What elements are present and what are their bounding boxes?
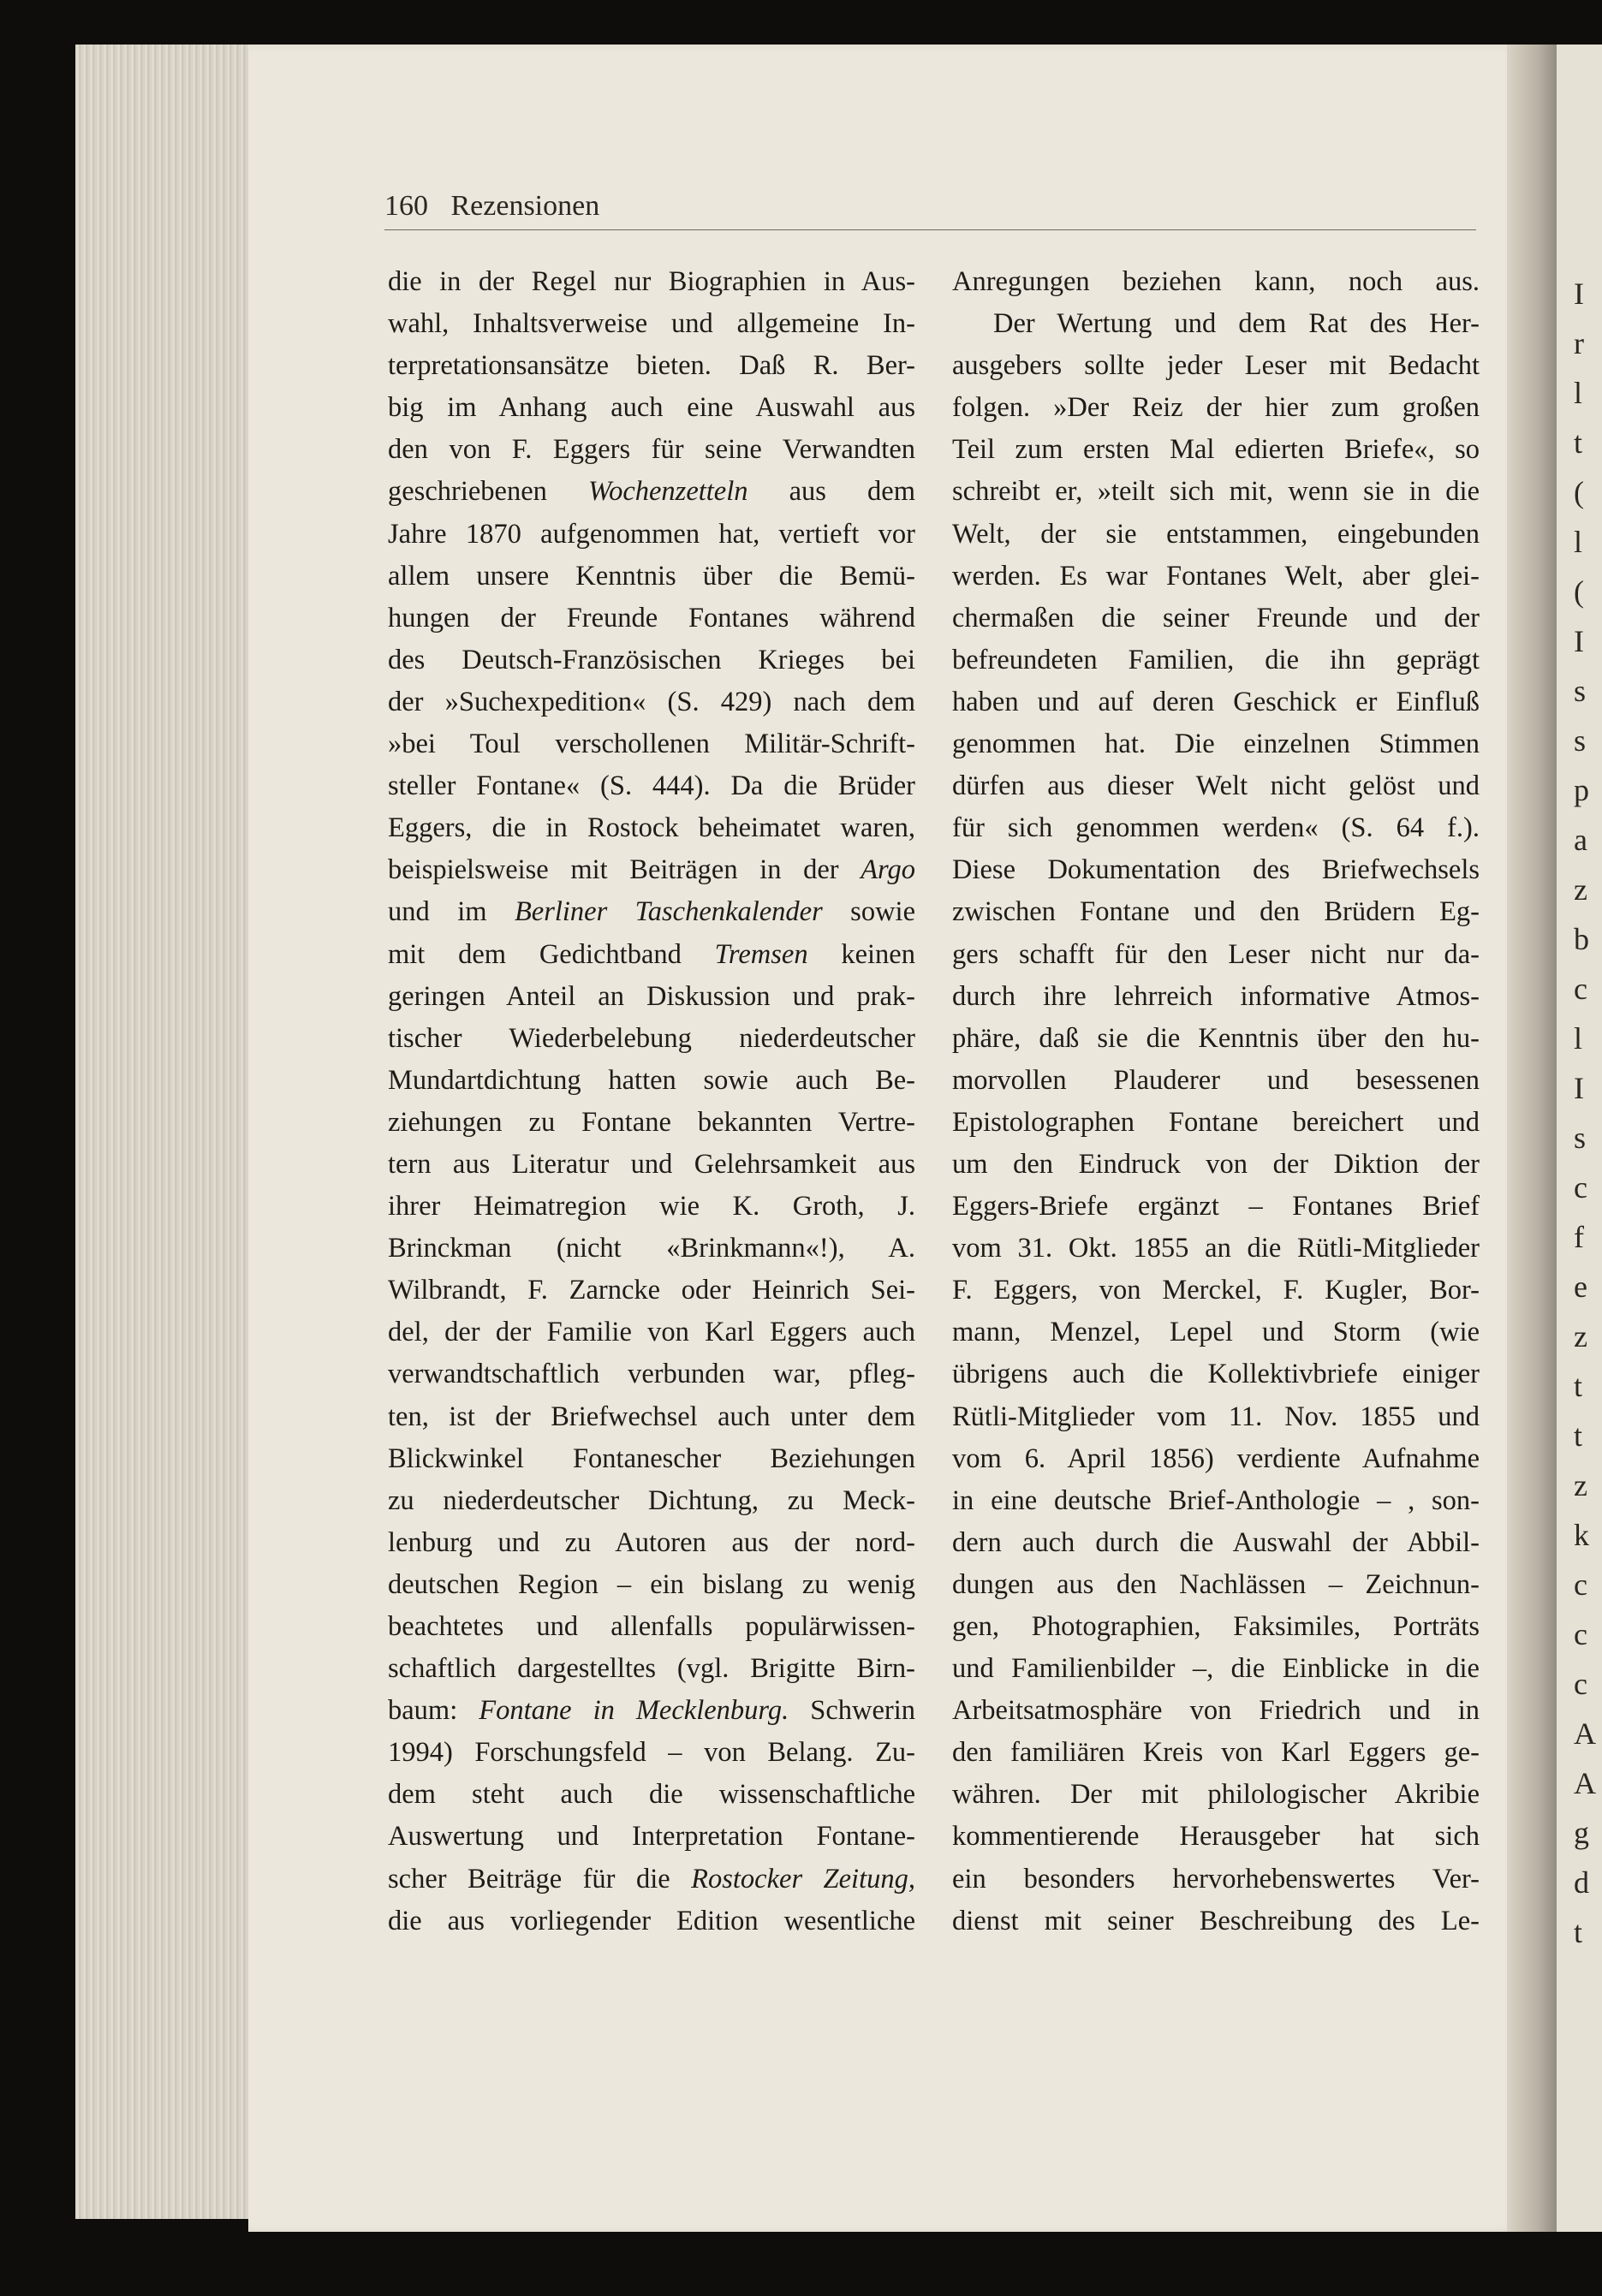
text-run: dienst mit seiner Beschreibung des Le- — [952, 1905, 1480, 1936]
text-run: übrigens auch die Kollektivbriefe einiger — [952, 1359, 1480, 1390]
text-run: kommentierende Herausgeber hat sich — [952, 1821, 1480, 1853]
text-run: sowie — [822, 896, 915, 928]
text-run: steller Fontane« (S. 444). Da die Brüder — [388, 770, 915, 802]
text-line — [388, 1900, 915, 1942]
text-run: gers schafft für den Leser nicht nur da- — [952, 938, 1480, 970]
text-run: keinen — [807, 938, 915, 970]
facing-page-letter: l — [1574, 376, 1583, 410]
text-run: dungen aus den Nachlässen – Zeichnun- — [952, 1568, 1480, 1600]
text-run: ziehungen zu Fontane bekannten Vertre- — [388, 1106, 915, 1138]
text-line — [388, 976, 915, 1018]
text-run: in eine deutsche Brief-Anthologie – , son- — [952, 1484, 1480, 1516]
facing-page-letter: s — [1574, 1121, 1587, 1155]
text-run: beispielsweise mit Beiträgen in der — [388, 854, 861, 886]
text-run: tischer Wiederbelebung niederdeutscher — [388, 1022, 915, 1054]
text-run: Anregungen beziehen kann, noch aus. — [952, 266, 1480, 297]
facing-page-letter: c — [1574, 1617, 1587, 1651]
text-run: Der Wertung und dem Rat des Her- — [993, 308, 1480, 340]
running-head — [384, 190, 1476, 230]
text-line — [952, 849, 1480, 891]
italic-title: Tremsen — [714, 938, 808, 970]
text-line — [388, 1186, 915, 1228]
text-run: der »Suchexpedition« (S. 429) nach dem — [388, 686, 915, 717]
text-run: Welt, der sie entstammen, eingebunden — [952, 518, 1480, 550]
text-line — [952, 1144, 1480, 1186]
facing-page-letter: c — [1574, 1170, 1587, 1205]
text-line — [388, 556, 915, 598]
text-line — [388, 303, 915, 345]
text-run: dem steht auch die wissenschaftliche — [388, 1779, 915, 1811]
text-line — [388, 1690, 915, 1732]
text-run: haben und auf deren Geschick er Einfluß — [952, 686, 1480, 717]
text-line — [952, 303, 1480, 345]
text-line — [388, 1144, 915, 1186]
text-line — [952, 1353, 1480, 1395]
text-run: F. Eggers, von Merckel, F. Kugler, Bor- — [952, 1275, 1480, 1306]
text-line — [388, 1816, 915, 1858]
text-run: terpretationsansätze bieten. Daß R. Ber- — [388, 350, 915, 382]
text-line — [388, 1312, 915, 1353]
text-run: Schwerin — [789, 1695, 915, 1727]
text-line — [388, 849, 915, 891]
italic-title: Rostocker Zeitung, — [691, 1863, 915, 1894]
italic-title: Wochenzetteln — [587, 476, 748, 508]
facing-page-letter: s — [1574, 674, 1587, 708]
text-run: zu niederdeutscher Dichtung, zu Meck- — [388, 1484, 915, 1516]
facing-page-letter: a — [1574, 823, 1587, 857]
text-run: gen, Photographien, Faksimiles, Porträts — [952, 1611, 1480, 1642]
text-run: Jahre 1870 aufgenommen hat, vertieft vor — [388, 518, 915, 550]
facing-page-letter: I — [1574, 277, 1584, 311]
text-line — [952, 387, 1480, 429]
facing-page-letter: g — [1574, 1816, 1589, 1850]
text-line — [388, 345, 915, 387]
text-run: »bei Toul verschollenen Militär-Schrift- — [388, 729, 915, 760]
text-run: scher Beiträge für die — [388, 1863, 692, 1894]
page-number: 160 — [384, 190, 428, 222]
text-run: geschriebenen — [388, 476, 588, 508]
facing-page-letter: t — [1574, 425, 1583, 460]
text-line — [952, 1480, 1480, 1522]
text-line — [388, 807, 915, 849]
text-run: den familiären Kreis von Karl Eggers ge- — [952, 1737, 1480, 1769]
text-line — [388, 1564, 915, 1606]
facing-page-letter: I — [1574, 624, 1584, 658]
text-line — [388, 1774, 915, 1816]
text-line — [952, 1018, 1480, 1060]
text-run: 1994) Forschungsfeld – von Belang. Zu- — [388, 1737, 915, 1769]
text-line — [952, 1438, 1480, 1480]
text-line — [952, 1648, 1480, 1690]
text-column-right — [952, 261, 1480, 1942]
text-line — [388, 934, 915, 976]
text-run: tern aus Literatur und Gelehrsamkeit aus — [388, 1148, 915, 1180]
text-line — [952, 1690, 1480, 1732]
text-line — [388, 765, 915, 807]
text-column-left — [388, 261, 915, 1942]
text-line — [952, 1564, 1480, 1606]
text-run: durch ihre lehrreich informative Atmos- — [952, 980, 1480, 1012]
text-run: baum: — [388, 1695, 479, 1727]
text-line — [952, 681, 1480, 723]
text-line — [388, 1102, 915, 1144]
text-line — [388, 1270, 915, 1312]
facing-page-letter: ( — [1574, 475, 1584, 509]
text-line — [952, 1270, 1480, 1312]
text-line — [388, 1522, 915, 1564]
text-run: Arbeitsatmosphäre von Friedrich und in — [952, 1695, 1480, 1727]
italic-title: Fontane in Mecklenburg. — [479, 1695, 789, 1727]
text-line — [388, 1859, 915, 1900]
text-run: für sich genommen werden« (S. 64 f.). — [952, 812, 1480, 844]
text-run: schreibt er, »teilt sich mit, wenn sie in die — [952, 476, 1480, 508]
facing-page-letter: e — [1574, 1270, 1587, 1304]
facing-page-letter: c — [1574, 1567, 1587, 1602]
text-run: genommen hat. Die einzelnen Stimmen — [952, 729, 1480, 760]
text-run: folgen. »Der Reiz der hier zum großen — [952, 392, 1480, 424]
text-line — [388, 681, 915, 723]
facing-page-letter: z — [1574, 872, 1587, 907]
text-run: verwandtschaftlich verbunden war, pfleg- — [388, 1359, 915, 1390]
section-title: Rezensionen — [450, 190, 600, 222]
text-line — [388, 1353, 915, 1395]
text-run: Brinckman (nicht «Brinkmann«!), A. — [388, 1233, 915, 1264]
facing-page-letter: A — [1574, 1766, 1596, 1800]
text-line — [952, 1900, 1480, 1942]
text-line — [952, 639, 1480, 681]
text-run: und im — [388, 896, 515, 928]
text-line — [388, 429, 915, 471]
text-line — [388, 1480, 915, 1522]
italic-title: Berliner Taschenkalender — [514, 896, 823, 928]
text-run: mit dem Gedichtband — [388, 938, 715, 970]
text-run: Epistolographen Fontane bereichert und — [952, 1106, 1480, 1138]
text-line — [388, 1228, 915, 1270]
text-line — [952, 1816, 1480, 1858]
text-line — [388, 1018, 915, 1060]
text-line — [952, 807, 1480, 849]
text-run: des Deutsch-Französischen Krieges bei — [388, 644, 915, 675]
text-line — [952, 1102, 1480, 1144]
text-line — [952, 723, 1480, 765]
facing-page-letter: f — [1574, 1220, 1584, 1254]
text-run: geringen Anteil an Diskussion und prak- — [388, 980, 915, 1012]
text-line — [388, 261, 915, 303]
text-line — [952, 765, 1480, 807]
text-run: Eggers-Briefe ergänzt – Fontanes Brief — [952, 1191, 1480, 1222]
facing-page-letter: c — [1574, 1667, 1587, 1701]
facing-page-letter: s — [1574, 723, 1587, 758]
text-line — [388, 598, 915, 639]
text-run: Teil zum ersten Mal edierten Briefe«, so — [952, 434, 1480, 466]
text-run: ausgebers sollte jeder Leser mit Bedacht — [952, 350, 1480, 382]
text-run: Blickwinkel Fontanescher Beziehungen — [388, 1442, 915, 1474]
text-line — [952, 934, 1480, 976]
facing-page-letter: A — [1574, 1716, 1596, 1751]
facing-page-letter: l — [1574, 525, 1583, 559]
facing-page-letter: l — [1574, 1021, 1583, 1056]
facing-page-letter: t — [1574, 1915, 1583, 1949]
text-line — [388, 639, 915, 681]
text-run: morvollen Plauderer und besessenen — [952, 1064, 1480, 1096]
text-run: die in der Regel nur Biographien in Aus- — [388, 266, 915, 297]
text-line — [952, 1312, 1480, 1353]
text-run: phäre, daß sie die Kenntnis über den hu- — [952, 1022, 1480, 1054]
text-line — [952, 1060, 1480, 1102]
text-line — [388, 1648, 915, 1690]
facing-page-letter: p — [1574, 773, 1589, 807]
facing-page-letter: t — [1574, 1419, 1583, 1453]
book-page-edges — [75, 45, 259, 2219]
text-run: befreundeten Familien, die ihn geprägt — [952, 644, 1480, 675]
text-run: Wilbrandt, F. Zarncke oder Heinrich Sei- — [388, 1275, 915, 1306]
text-run: die aus vorliegender Edition wesentliche — [388, 1905, 915, 1936]
text-line — [388, 1438, 915, 1480]
text-line — [952, 1228, 1480, 1270]
text-run: um den Eindruck von der Diktion der — [952, 1148, 1480, 1180]
facing-page-letter: I — [1574, 1071, 1584, 1105]
text-line — [952, 556, 1480, 598]
text-run: Diese Dokumentation des Briefwechsels — [952, 854, 1480, 886]
text-run: deutschen Region – ein bislang zu wenig — [388, 1568, 915, 1600]
text-run: Rütli-Mitglieder vom 11. Nov. 1855 und — [952, 1401, 1480, 1432]
facing-page-letter: ( — [1574, 574, 1584, 609]
text-line — [388, 1396, 915, 1438]
text-line — [952, 1186, 1480, 1228]
text-line — [952, 1859, 1480, 1900]
text-line — [952, 514, 1480, 556]
facing-page-letter: d — [1574, 1865, 1589, 1900]
text-line — [952, 261, 1480, 303]
text-run: zwischen Fontane und den Brüdern Eg- — [952, 896, 1480, 928]
text-line — [388, 723, 915, 765]
facing-page-letter: r — [1574, 326, 1584, 360]
text-run: lenburg und zu Autoren aus der nord- — [388, 1526, 915, 1558]
text-run: den von F. Eggers für seine Verwandten — [388, 434, 915, 466]
text-run: vom 6. April 1856) verdiente Aufnahme — [952, 1442, 1480, 1474]
text-line — [388, 471, 915, 513]
facing-page-letter: z — [1574, 1319, 1587, 1353]
text-run: del, der der Familie von Karl Eggers auch — [388, 1317, 915, 1348]
text-run: ten, ist der Briefwechsel auch unter dem — [388, 1401, 915, 1432]
text-run: hungen der Freunde Fontanes während — [388, 602, 915, 633]
text-run: währen. Der mit philologischer Akribie — [952, 1779, 1480, 1811]
text-run: big im Anhang auch eine Auswahl aus — [388, 392, 915, 424]
text-run: aus dem — [747, 476, 915, 508]
text-line — [388, 387, 915, 429]
text-line — [952, 1606, 1480, 1648]
text-line — [388, 1732, 915, 1774]
facing-page-fragment — [1557, 45, 1602, 2232]
text-run: und Familienbilder –, die Einblicke in die — [952, 1653, 1480, 1685]
text-line — [952, 598, 1480, 639]
text-line — [952, 1522, 1480, 1564]
text-line — [952, 976, 1480, 1018]
text-line — [952, 471, 1480, 513]
facing-page-letter: b — [1574, 922, 1589, 956]
text-line — [388, 1060, 915, 1102]
text-run: werden. Es war Fontanes Welt, aber glei- — [952, 560, 1480, 592]
text-run: beachtetes und allenfalls populärwissen- — [388, 1611, 915, 1642]
text-run: Mundartdichtung hatten sowie auch Be- — [388, 1064, 915, 1096]
text-line — [952, 891, 1480, 933]
text-line — [952, 429, 1480, 471]
italic-title: Argo — [861, 854, 915, 886]
text-run: ihrer Heimatregion wie K. Groth, J. — [388, 1191, 915, 1222]
text-run: dern auch durch die Auswahl der Abbil- — [952, 1526, 1480, 1558]
text-run: allem unsere Kenntnis über die Bemü- — [388, 560, 915, 592]
gutter-shadow — [1507, 45, 1558, 2232]
text-run: Auswertung und Interpretation Fontane- — [388, 1821, 915, 1853]
text-line — [952, 1774, 1480, 1816]
facing-page-letter: k — [1574, 1518, 1589, 1552]
text-line — [952, 345, 1480, 387]
facing-page-letter: z — [1574, 1468, 1587, 1502]
facing-page-letter: t — [1574, 1369, 1583, 1403]
facing-page-letter: c — [1574, 972, 1587, 1006]
text-run: vom 31. Okt. 1855 an die Rütli-Mitglieder — [952, 1233, 1480, 1264]
text-run: chermaßen die seiner Freunde und der — [952, 602, 1480, 633]
text-line — [952, 1396, 1480, 1438]
text-line — [388, 1606, 915, 1648]
text-line — [388, 891, 915, 933]
text-run: wahl, Inhaltsverweise und allgemeine In- — [388, 308, 915, 340]
text-line — [388, 514, 915, 556]
text-line — [952, 1732, 1480, 1774]
text-run: schaftlich dargestelltes (vgl. Brigitte Birn- — [388, 1653, 915, 1685]
text-run: dürfen aus dieser Welt nicht gelöst und — [952, 770, 1480, 802]
text-run: mann, Menzel, Lepel und Storm (wie — [952, 1317, 1480, 1348]
text-run: ein besonders hervorhebenswertes Ver- — [952, 1863, 1480, 1894]
text-run: Eggers, die in Rostock beheimatet waren, — [388, 812, 915, 844]
